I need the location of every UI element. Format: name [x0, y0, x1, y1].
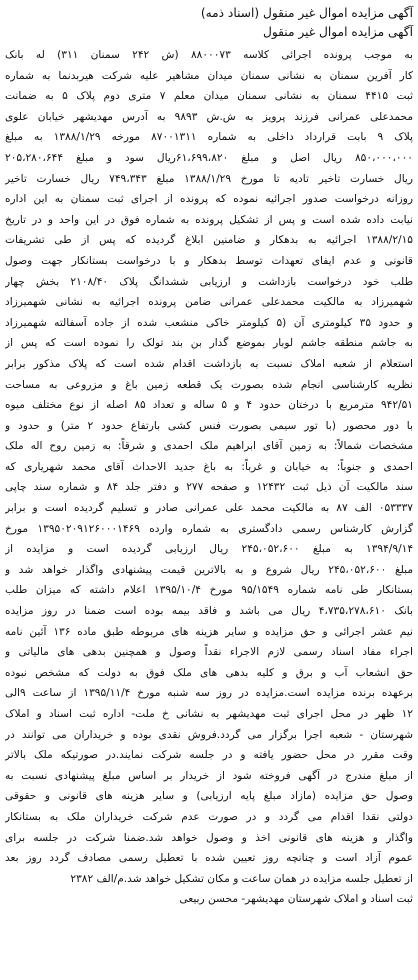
notice-text-line: ۰۵۳۳۳۷ الف ۸۷ به مالکیت محمد علی عمرانی صادر و تسلیم گردیده است و برابر — [5, 502, 413, 515]
notice-text-line: بستانکار طی نامه شماره ۹۵/۱۵۴۹ مورخ ۱۳۹۵/۱۰/۴ اعلام داشته که میزان طلب — [5, 584, 413, 597]
notice-text-line: مبلغ ۲۴۵،۰۵۲،۶۰۰ ریال شروع و به بالاترین قیمت پیشنهادی واگذار خواهد شد و — [5, 563, 413, 576]
notice-text-line: برعهده برنده مزایده است.مزایده در روز سه شنبه مورخ ۱۳۹۵/۱۱/۴ از ساعت ۹الی — [5, 687, 413, 700]
notice-title: آگهی مزایده اموال غیر منقول (اسناد ذمه) — [200, 6, 413, 20]
notice-text-line: نیم عشر اجرائی و حق مزایده و سایر هزینه های مربوطه طبق ماده ۱۳۶ آئین نامه — [5, 625, 413, 638]
notice-text-line: کار آفرین سمنان به نشانی سمنان میدان مشاهیر علیه شرکت هیربدنما به شماره — [5, 69, 413, 82]
notice-text-line: استعلام از شعبه املاک نسبت به بازداشت اقدام شده است که پلاک مذکور برابر — [5, 357, 413, 370]
notice-text-line: حق انشعاب آب و برق و کلیه بدهی های ملک فوق به دولت که مشخص نبوده — [5, 666, 413, 679]
notice-text-line: احمدی و جنوباً: به خیابان و غرباً: به باغ جدید الاحداث آقای محمد شهریاری که — [5, 460, 413, 473]
notice-text-line: ۱۳۹۴/۹/۱۴ به مبلغ ۲۴۵،۰۵۲،۶۰۰ ریال ارزیابی گردیده است و مزایده از — [5, 543, 413, 556]
notice-text-line: به موجب پرونده اجرائی کلاسه ۸۸۰۰۰۷۳ (ش ۲۴۲ سمنان ۳۱۱) له بانک — [5, 49, 413, 61]
notice-body — [5, 45, 413, 889]
notice-text-line: از مبلغ مندرج در آگهی فروخته شود از خریدار بر اساس مبلغ پیشنهادی نسبت به — [5, 769, 413, 782]
notice-text-line: سند مالکیت آن ذیل ثبت ۱۲۴۳۲ و صفحه ۲۷۷ و دفتر جلد ۸۴ و شماره سند چاپی — [5, 481, 413, 494]
notice-text-line: بانک ۴،۷۳۵،۲۷۸،۶۱۰ ریال می باشد و فاقد بیمه بوده است ضمنا در روز مزایده — [5, 605, 413, 618]
notice-text-line: ۱۲ ظهر در محل اجرای ثبت مهدیشهر به نشانی خ ملت- اداره ثبت اسناد و املاک — [5, 708, 413, 720]
notice-text-line: طلب خود درخواست بازداشت و ارزیابی ششدانگ پلاک ۲۱۰۸/۴۰ بخش چهار — [5, 275, 413, 288]
notice-text-line: محمدعلی عمرانی فرزند پرویز به ش.ش ۹۸۹۳ به آدرس مهدیشهر خیابان علوی — [5, 110, 413, 123]
notice-text-line: واگذار و هزینه های قانونی اخذ و وصول خواهد شد.ضمنا شرکت در جلسه برای — [5, 831, 413, 844]
notice-text-line: گزارش کارشناس رسمی دادگستری به شماره وارده ۱۳۹۵۰۲۰۹۱۲۶۰۰۰۱۴۶۹ مورخ — [5, 522, 413, 535]
notice-text-line: از تعطیل جلسه مزایده در همان ساعت و مکان تشکیل خواهد شد.م/الف ۲۳۸۲ — [70, 872, 413, 885]
notice-text-line: ۹۴۲/۵۱ مترمربع با درختان حدود ۴ و ۵ ساله و تعداد ۸۵ اصله از نوع مختلف میوه — [5, 399, 413, 412]
notice-text-line: ۸۵۰،۰۰۰،۰۰۰ ریال اصل و مبلغ ۶۱،۶۹۹،۸۲۰ریال سود و مبلغ ۲۰۵،۲۸۰،۶۴۴ — [5, 151, 413, 164]
notice-text-line: به جاشم منطقه جاشم لوبار بموضع گدار بن بند تولک را نموده است که پس از — [5, 337, 413, 350]
notice-text-line: وصول حق مزایده (مازاد مبلغ پایه ارزیابی) و سایر هزینه های قانونی و حقوقی — [5, 790, 413, 803]
notice-text-line: پلاک ۹ بابت قرارداد داخلی به شماره ۸۷۰۰۱۳۱۱ مورخه ۱۳۸۸/۱/۲۹ به مبلغ — [5, 131, 413, 144]
notice-text-line: ثبت ۴۴۱۵ سمنان به نشانی سمنان میدان معلم ۷ متری دوم پلاک ۵ به ضمانت — [5, 90, 413, 103]
notice-text-line: اجراء مفاد اسناد رسمی لازم الاجراء نقداً وصول و همچنین بدهی های مالیاتی و — [5, 646, 413, 659]
notice-text-line: نیابت داده شده است و پس از تشکیل پرونده به شماره فوق در این واحد و در تاریخ — [5, 213, 413, 226]
notice-text-line: با دور محصور (با تور سیمی بصورت فنس کشی بارتفاع حدود ۲ متر) و حدود و — [5, 419, 413, 432]
notice-text-line: روزانه درخواست صدور اجرائیه نموده که پرونده از اجرای ثبت سمنان به این اداره — [5, 193, 413, 206]
notice-text-line: شهرستان - شعبه اجرا برگزار می گردد.فروش نقدی بوده و خریداران می توانند در — [5, 728, 413, 741]
notice-text-line: دولتی نقدا اقدام می گردد و در صورت عدم شرکت خریداران ملک به بستانکار — [5, 810, 413, 823]
notice-text-line: قانونی و عدم ایفای تعهدات توسط بدهکار و با درخواست بستانکار جهت وصول — [5, 254, 413, 267]
notice-text-line: و حدود ۳۵ کیلومتری آن (۵ کیلومتر خاکی منشعب شده از جاده آسفالته شهمیرزاد — [5, 316, 413, 329]
notice-signature: ثبت اسناد و املاک شهرستان مهدیشهر- محسن ربیعی — [179, 893, 413, 906]
notice-text-line: ریال خسارت تاخیر تادیه تا مورخ ۱۳۸۸/۱/۲۹ مبلغ ۷۴۹،۳۴۳ ریال خسارت تاخیر — [5, 172, 413, 185]
notice-subtitle: آگهی مزایده اموال غیر منقول — [262, 25, 413, 39]
notice-text-line: مشخصات شمالاً: به زمین آقای ابراهیم ملک احمدی و شرقاً: به زمین روح اله ملک — [5, 440, 413, 453]
notice-text-line: عموم آزاد است و چنانچه روز تعیین شده با تعطیل رسمی مصادف گردد روز بعد — [5, 852, 413, 865]
notice-text-line: شهمیرزاد به مالکیت محمدعلی عمرانی ضامن پرونده اجرائیه به نشانی شهمیرزاد — [5, 296, 413, 309]
notice-text-line: وقت مقرر در محل حضور یافته و در جلسه شرکت نمایند.در صورتیکه ملک بالاتر — [5, 749, 413, 762]
notice-text-line: ۱۳۸۸/۲/۱۵ اجرائیه به بدهکار و ضامنین ابلاغ گردیده که پس از طی تشریفات — [5, 234, 413, 247]
notice-text-line: نظریه کارشناسی انجام شده بصورت یک قطعه زمین باغ و مزروعی به مساحت — [5, 378, 413, 391]
